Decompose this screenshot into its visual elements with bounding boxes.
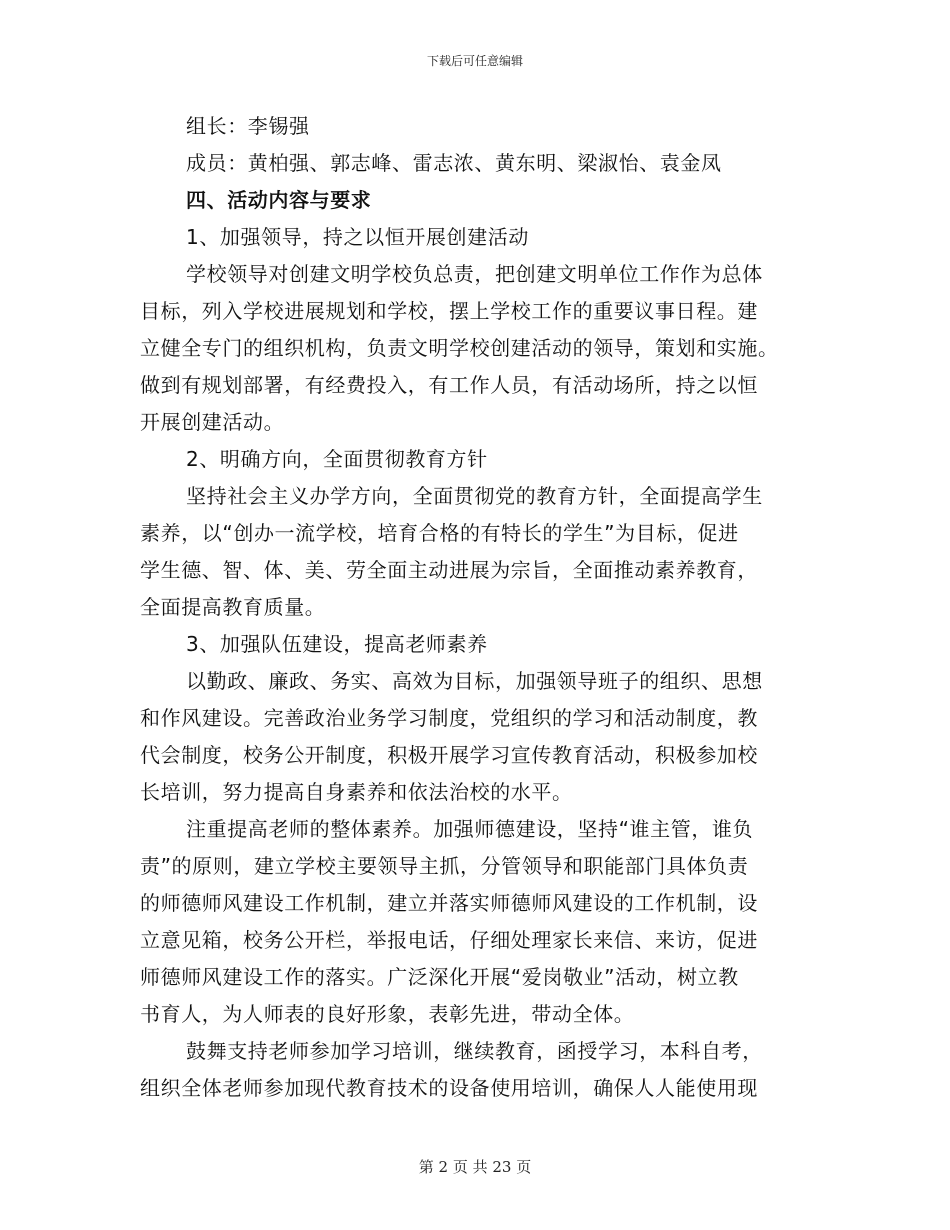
text-line: 开展创建活动。 — [140, 410, 285, 434]
text-line: 素养，以“创办一流学校，培育合格的有特长的学生”为目标，促进 — [140, 521, 739, 545]
text-line: 责”的原则，建立学校主要领导主抓，分管领导和职能部门具体负责 — [140, 854, 749, 878]
text-line: 全面提高教育质量。 — [140, 595, 326, 619]
section-heading: 四、活动内容与要求 — [186, 188, 372, 212]
text-line: 立健全专门的组织机构，负责文明学校创建活动的领导，策划和实施。 — [140, 336, 779, 360]
text-line: 学生德、智、体、美、劳全面主动进展为宗旨，全面推动素养教育， — [140, 558, 758, 582]
text-line: 代会制度，校务公开制度，积极开展学习宣传教育活动，积极参加校 — [140, 743, 758, 767]
text-line: 组织全体老师参加现代教育技术的设备使用培训，确保人人能使用现 — [140, 1076, 758, 1100]
page-header-note: 下载后可任意编辑 — [426, 54, 523, 68]
text-line: 坚持社会主义办学方向，全面贯彻党的教育方针，全面提高学生 — [186, 484, 763, 508]
text-line: 师德师风建设工作的落实。广泛深化开展“爱岗敬业”活动，树立教 — [140, 965, 739, 989]
text-line: 3、加强队伍建设，提高老师素养 — [186, 632, 488, 656]
text-line: 目标，列入学校进展规划和学校，摆上学校工作的重要议事日程。建 — [140, 299, 758, 323]
text-line: 成员：黄柏强、郭志峰、雷志浓、黄东明、梁淑怡、袁金凤 — [186, 151, 722, 175]
text-line: 的师德师风建设工作机制，建立并落实师德师风建设的工作机制，设 — [140, 891, 758, 915]
text-line: 2、明确方向，全面贯彻教育方针 — [186, 447, 488, 471]
text-line: 书育人，为人师表的良好形象，表彰先进，带动全体。 — [140, 1002, 635, 1026]
page-number: 第 2 页 共 23 页 — [418, 1158, 532, 1176]
document-body — [140, 108, 800, 1107]
text-line: 组长：李锡强 — [186, 114, 310, 138]
text-line: 1、加强领导，持之以恒开展创建活动 — [186, 225, 529, 249]
text-line: 以勤政、廉政、务实、高效为目标，加强领导班子的组织、思想 — [186, 669, 763, 693]
text-line: 注重提高老师的整体素养。加强师德建设，坚持“谁主管，谁负 — [186, 817, 754, 841]
text-line: 长培训，努力提高自身素养和依法治校的水平。 — [140, 780, 573, 804]
text-line: 做到有规划部署，有经费投入，有工作人员，有活动场所，持之以恒 — [140, 373, 758, 397]
text-line: 学校领导对创建文明学校负总责，把创建文明单位工作作为总体 — [186, 262, 763, 286]
text-line: 立意见箱，校务公开栏，举报电话，仔细处理家长来信、来访，促进 — [140, 928, 758, 952]
text-line: 和作风建设。完善政治业务学习制度，党组织的学习和活动制度，教 — [140, 706, 758, 730]
text-line: 鼓舞支持老师参加学习培训，继续教育，函授学习，本科自考， — [186, 1039, 763, 1063]
